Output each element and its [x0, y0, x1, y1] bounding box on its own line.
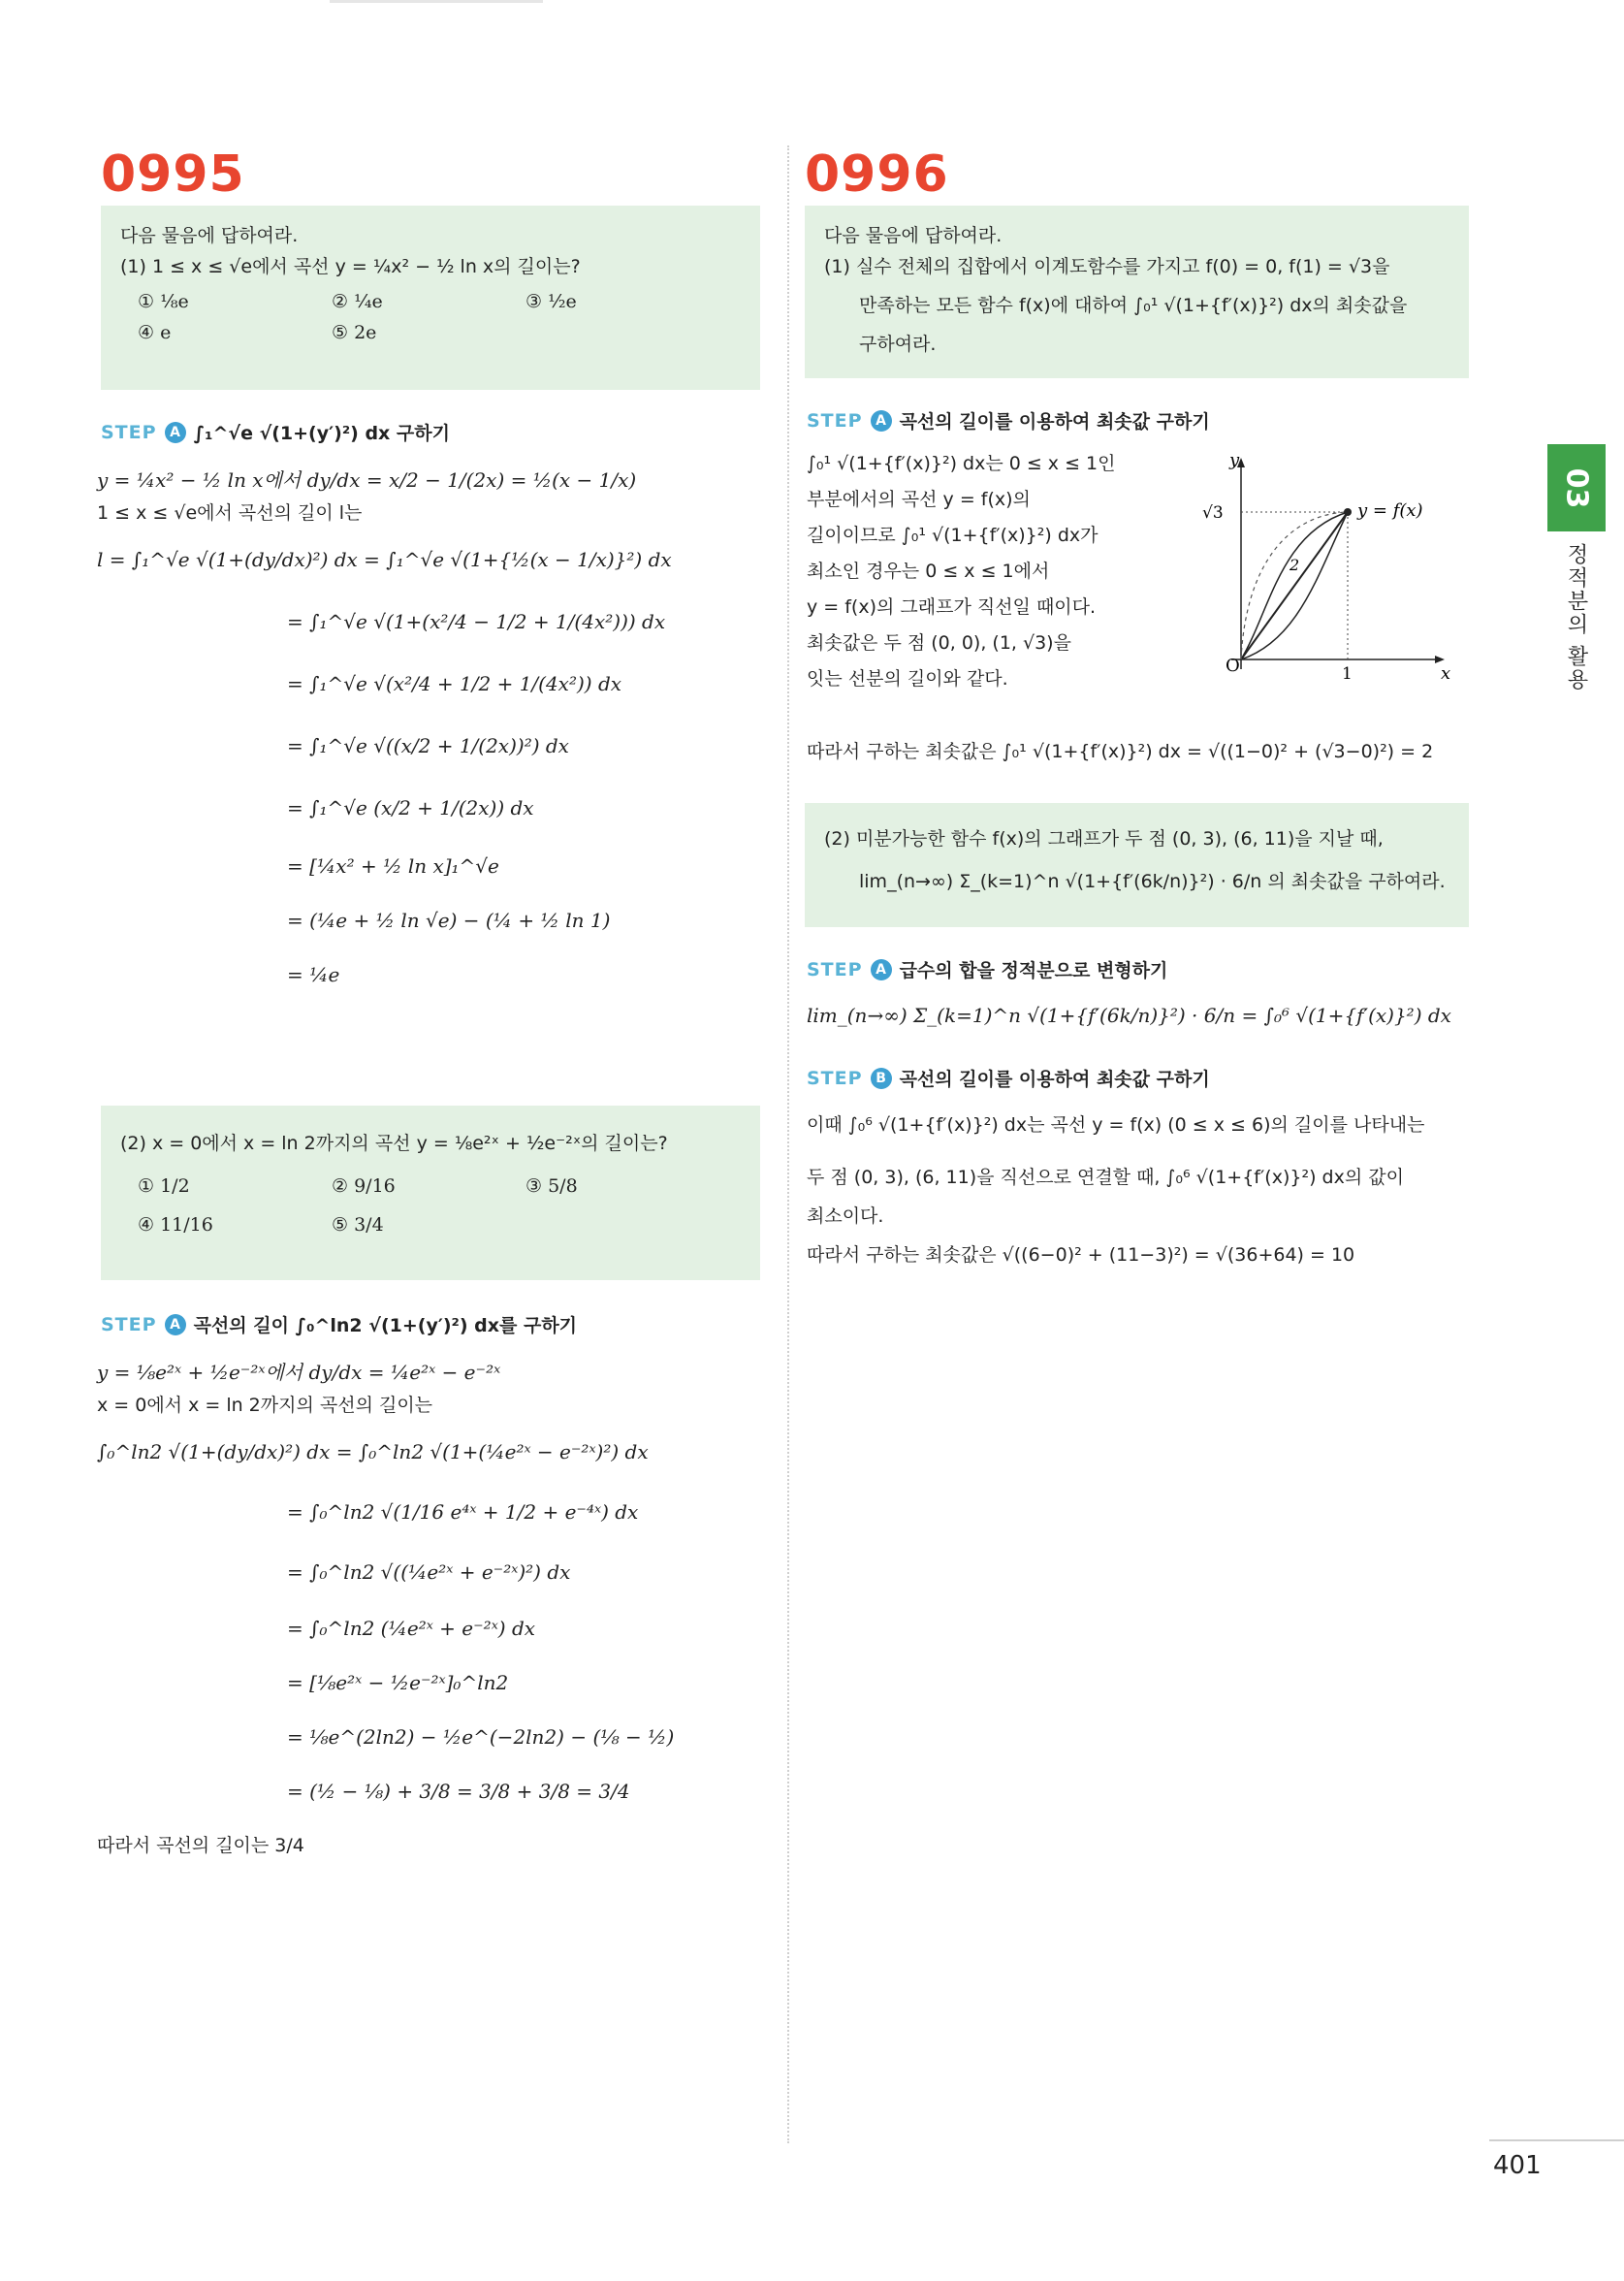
step-b-badge: B: [871, 1068, 892, 1089]
chapter-tab: [1547, 444, 1606, 531]
step-title: ∫₁^√e √(1+(y′)²) dx 구하기: [193, 423, 450, 444]
page-number: 401: [1493, 2151, 1542, 2180]
choice-5[interactable]: ⑤ 3/4: [332, 1214, 384, 1236]
curve-label: y = f(x): [1357, 500, 1423, 521]
step-label: STEP: [101, 1313, 157, 1335]
solution-0995-1: [97, 464, 776, 991]
curve-length-graph: [1202, 446, 1454, 689]
step-a-heading: [101, 1311, 577, 1337]
choice-4[interactable]: ④ 11/16: [138, 1214, 213, 1236]
step-a-badge: A: [871, 959, 892, 980]
choice-4[interactable]: ④ e: [138, 322, 172, 343]
step-label: STEP: [807, 409, 863, 432]
solution-line: = ∫₀^ln2 √(1/16 e⁴ˣ + 1/2 + e⁻⁴ˣ) dx: [287, 1500, 639, 1524]
solution-line: 이때 ∫₀⁶ √(1+{f′(x)}²) dx는 곡선 y = f(x) (0 ≤ x ≤ 6)의 길이를 나타내는: [807, 1114, 1425, 1136]
question-text: 구하여라.: [859, 334, 937, 355]
page-number-rule: [1489, 2139, 1624, 2141]
solution-line: lim_(n→∞) Σ_(k=1)^n √(1+{f′(6k/n)}²) · 6/n = ∫₀⁶ √(1+{f′(x)}²) dx: [807, 1004, 1451, 1027]
solution-line: ∫₀¹ √(1+{f′(x)}²) dx는 0 ≤ x ≤ 1인: [807, 453, 1116, 474]
segment-length-label: 2: [1290, 556, 1300, 574]
solution-line: = ¼e: [287, 963, 340, 986]
solution-line: = (¼e + ½ ln √e) − (¼ + ½ ln 1): [287, 909, 611, 932]
choice-list: [138, 291, 741, 343]
solution-line: = [⅛e²ˣ − ½e⁻²ˣ]₀^ln2: [287, 1671, 509, 1694]
y-axis-label: y: [1229, 450, 1240, 470]
chapter-tab-number: 03: [1559, 467, 1594, 508]
x-tick-label: 1: [1342, 664, 1353, 684]
step-title: 곡선의 길이 ∫₀^ln2 √(1+(y′)²) dx를 구하기: [193, 1315, 578, 1336]
step-a-heading: [807, 407, 1210, 434]
y-tick-label: √3: [1202, 503, 1224, 523]
solution-line: 두 점 (0, 3), (6, 11)을 직선으로 연결할 때, ∫₀⁶ √(1+{f′(x)}²) dx의 값이: [807, 1167, 1404, 1188]
step-a-badge: A: [165, 422, 186, 443]
problem-number-0995: 0995: [101, 145, 245, 204]
top-edge-line: [330, 0, 543, 3]
solution-0996-1-final: 따라서 구하는 최솟값은 ∫₀¹ √(1+{f′(x)}²) dx = √((1−0)² + (√3−0)²) = 2: [807, 741, 1434, 762]
endpoint: [1344, 508, 1352, 516]
solution-line: 따라서 구하는 최솟값은 √((6−0)² + (11−3)²) = √(36+64) = 10: [807, 1244, 1355, 1266]
solution-line: 잇는 선분의 길이와 같다.: [807, 668, 1008, 690]
choice-3[interactable]: ③ 5/8: [525, 1175, 578, 1197]
step-label: STEP: [101, 421, 157, 443]
instruction: 다음 물음에 답하여라.: [120, 225, 299, 246]
straight-segment: [1241, 512, 1348, 659]
question-text: (1) 실수 전체의 집합에서 이계도함수를 가지고 f(0) = 0, f(1) = √3을: [824, 256, 1390, 277]
solution-0996-2b: [807, 1106, 1485, 1274]
question-text: (2) 미분가능한 함수 f(x)의 그래프가 두 점 (0, 3), (6, 11)을 지날 때,: [824, 828, 1384, 850]
choice-1[interactable]: ① ⅛e: [138, 291, 189, 312]
solution-line: = ⅛e^(2ln2) − ½e^(−2ln2) − (⅛ − ½): [287, 1725, 675, 1749]
choice-list: [138, 1175, 741, 1236]
answer-line: 따라서 곡선의 길이는 3/4: [97, 1835, 304, 1856]
step-title: 곡선의 길이를 이용하여 최솟값 구하기: [899, 1069, 1210, 1090]
choice-2[interactable]: ② ¼e: [332, 291, 383, 312]
solution-line: 1 ≤ x ≤ √e에서 곡선의 길이 l는: [97, 502, 363, 524]
step-label: STEP: [807, 1067, 863, 1089]
solution-line: 최솟값은 두 점 (0, 0), (1, √3)을: [807, 632, 1071, 654]
step-a-heading: [101, 419, 450, 445]
step-b-heading: [807, 1065, 1210, 1091]
question-text: 만족하는 모든 함수 f(x)에 대하여 ∫₀¹ √(1+{f′(x)}²) dx의 최솟값을: [859, 295, 1408, 316]
choice-2[interactable]: ② 9/16: [332, 1175, 396, 1197]
step-a-heading: [807, 956, 1167, 982]
chapter-title: 정적분의 활용: [1564, 543, 1588, 691]
solution-0996-1: [807, 446, 1214, 697]
question-text: lim_(n→∞) Σ_(k=1)^n √(1+{f′(6k/n)}²) · 6/n 의 최솟값을 구하여라.: [859, 871, 1446, 892]
origin-label: O: [1226, 656, 1240, 676]
solution-line: = ∫₀^ln2 √((¼e²ˣ + e⁻²ˣ)²) dx: [287, 1560, 571, 1584]
problem-number-0996: 0996: [805, 145, 949, 204]
question-text: (2) x = 0에서 x = ln 2까지의 곡선 y = ⅛e²ˣ + ½e⁻²ˣ의 길이는?: [120, 1133, 668, 1154]
x-axis-label: x: [1441, 663, 1451, 684]
x-axis-arrow: [1435, 656, 1445, 663]
choice-5[interactable]: ⑤ 2e: [332, 322, 377, 343]
solution-line: 최소인 경우는 0 ≤ x ≤ 1에서: [807, 561, 1050, 582]
solution-line: y = ¼x² − ½ ln x에서 dy/dx = x/2 − 1/(2x) = ½(x − 1/x): [97, 468, 637, 492]
solution-line: y = f(x)의 그래프가 직선일 때이다.: [807, 596, 1097, 618]
solution-0995-2: [97, 1356, 776, 1862]
step-label: STEP: [807, 958, 863, 980]
step-title: 곡선의 길이를 이용하여 최솟값 구하기: [899, 411, 1210, 433]
solution-0996-2a: [807, 999, 1485, 1032]
solution-line: ∫₀^ln2 √(1+(dy/dx)²) dx = ∫₀^ln2 √(1+(¼e²ˣ − e⁻²ˣ)²) dx: [97, 1440, 649, 1463]
step-title: 급수의 합을 정적분으로 변형하기: [899, 960, 1168, 981]
instruction: 다음 물음에 답하여라.: [824, 225, 1003, 246]
solution-line: x = 0에서 x = ln 2까지의 곡선의 길이는: [97, 1395, 433, 1416]
solution-line: = ∫₁^√e √(1+(x²/4 − 1/2 + 1/(4x²))) dx: [287, 610, 666, 633]
solution-line: = [¼x² + ½ ln x]₁^√e: [287, 854, 499, 878]
solution-line: 길이이므로 ∫₀¹ √(1+{f′(x)}²) dx가: [807, 525, 1099, 546]
solution-line: = ∫₁^√e √(x²/4 + 1/2 + 1/(4x²)) dx: [287, 672, 622, 695]
step-a-badge: A: [165, 1314, 186, 1335]
solution-line: 최소이다.: [807, 1205, 884, 1227]
solution-line: = ∫₀^ln2 (¼e²ˣ + e⁻²ˣ) dx: [287, 1617, 536, 1640]
question-box-0995-2: [101, 1106, 760, 1280]
question-box-0996-1: [805, 206, 1469, 378]
step-a-badge: A: [871, 410, 892, 432]
solution-line: = ∫₁^√e (x/2 + 1/(2x)) dx: [287, 796, 534, 819]
question-box-0996-2: [805, 803, 1469, 927]
solution-line: 부분에서의 곡선 y = f(x)의: [807, 489, 1031, 510]
solution-line: = (½ − ⅛) + 3/8 = 3/8 + 3/8 = 3/4: [287, 1780, 630, 1803]
solution-line: l = ∫₁^√e √(1+(dy/dx)²) dx = ∫₁^√e √(1+{½(x − 1/x)}²) dx: [97, 548, 672, 571]
column-divider: [787, 145, 789, 2143]
question-text: (1) 1 ≤ x ≤ √e에서 곡선 y = ¼x² − ½ ln x의 길이는?: [120, 256, 581, 277]
solution-line: y = ⅛e²ˣ + ½e⁻²ˣ에서 dy/dx = ¼e²ˣ − e⁻²ˣ: [97, 1361, 501, 1384]
solution-line: = ∫₁^√e √((x/2 + 1/(2x))²) dx: [287, 734, 569, 757]
question-box-0995-1: [101, 206, 760, 390]
choice-3[interactable]: ③ ½e: [525, 291, 577, 312]
choice-1[interactable]: ① 1/2: [138, 1175, 190, 1197]
